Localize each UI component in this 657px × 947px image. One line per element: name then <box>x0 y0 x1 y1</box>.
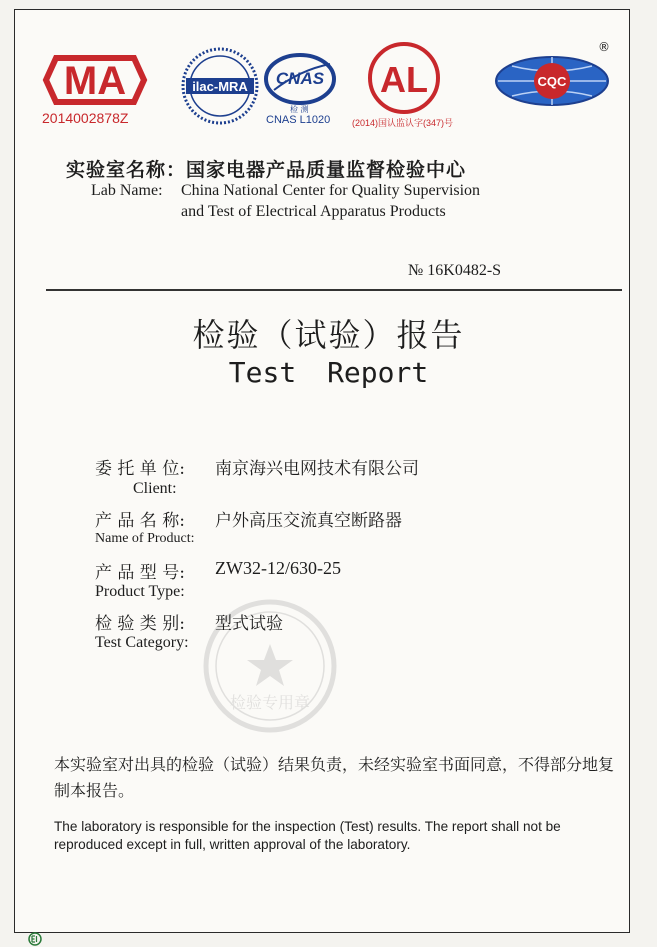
client-label: 委 托 单 位: <box>95 459 185 479</box>
cnas-mark: CNAS <box>275 69 325 88</box>
type-label-en: Product Type: <box>95 583 185 600</box>
cnas-code: CNAS L1020 <box>266 114 331 126</box>
seal-text: 检验专用章 <box>229 693 311 712</box>
product-label-en: Name of Product: <box>95 531 195 546</box>
report-title-en: Test Report <box>228 356 429 389</box>
category-value: 型式试验 <box>215 614 283 634</box>
report-title-zh: 检验（试验）报告 <box>192 316 465 354</box>
registered-mark: ® <box>598 40 610 54</box>
cqc-mark: CQC <box>537 74 567 89</box>
disclaimer-en: The laboratory is responsible for the inspection (Test) results. The report shall not be reproduced except in full, written approval of the laboratory. <box>54 819 561 852</box>
client-label-en: Client: <box>133 480 177 497</box>
report-number: № 16K0482-S <box>408 262 502 279</box>
product-label: 产 品 名 称: <box>95 511 185 531</box>
divider <box>46 289 622 291</box>
client-value: 南京海兴电网技术有限公司 <box>215 459 419 479</box>
category-label: 检 验 类 别: <box>95 614 185 634</box>
ma-code: 2014002878Z <box>42 110 129 126</box>
lab-name-label-en: Lab Name: <box>91 182 163 199</box>
type-value: ZW32-12/630-25 <box>215 558 341 578</box>
cnas-small-label: 检 测 <box>290 105 309 114</box>
al-code: (2014)国认监认字(347)号 <box>352 118 454 128</box>
lab-name-en-line2: and Test of Electrical Apparatus Products <box>181 203 446 220</box>
ilac-mark: ilac-MRA <box>192 79 248 94</box>
al-mark: AL <box>380 59 428 100</box>
lab-name-zh: 实验室名称：国家电器产品质量监督检验中心 <box>66 159 467 181</box>
lab-name-en-line1: China National Center for Quality Supervision <box>181 182 481 199</box>
disclaimer-zh: 本实验室对出具的检验（试验）结果负责，未经实验室书面同意，不得部分地复制本报告。 <box>54 755 615 800</box>
type-label: 产 品 型 号: <box>95 563 185 583</box>
product-value: 户外高压交流真空断路器 <box>215 511 402 531</box>
ma-mark: MA <box>63 59 127 103</box>
category-label-en: Test Category: <box>95 634 189 651</box>
